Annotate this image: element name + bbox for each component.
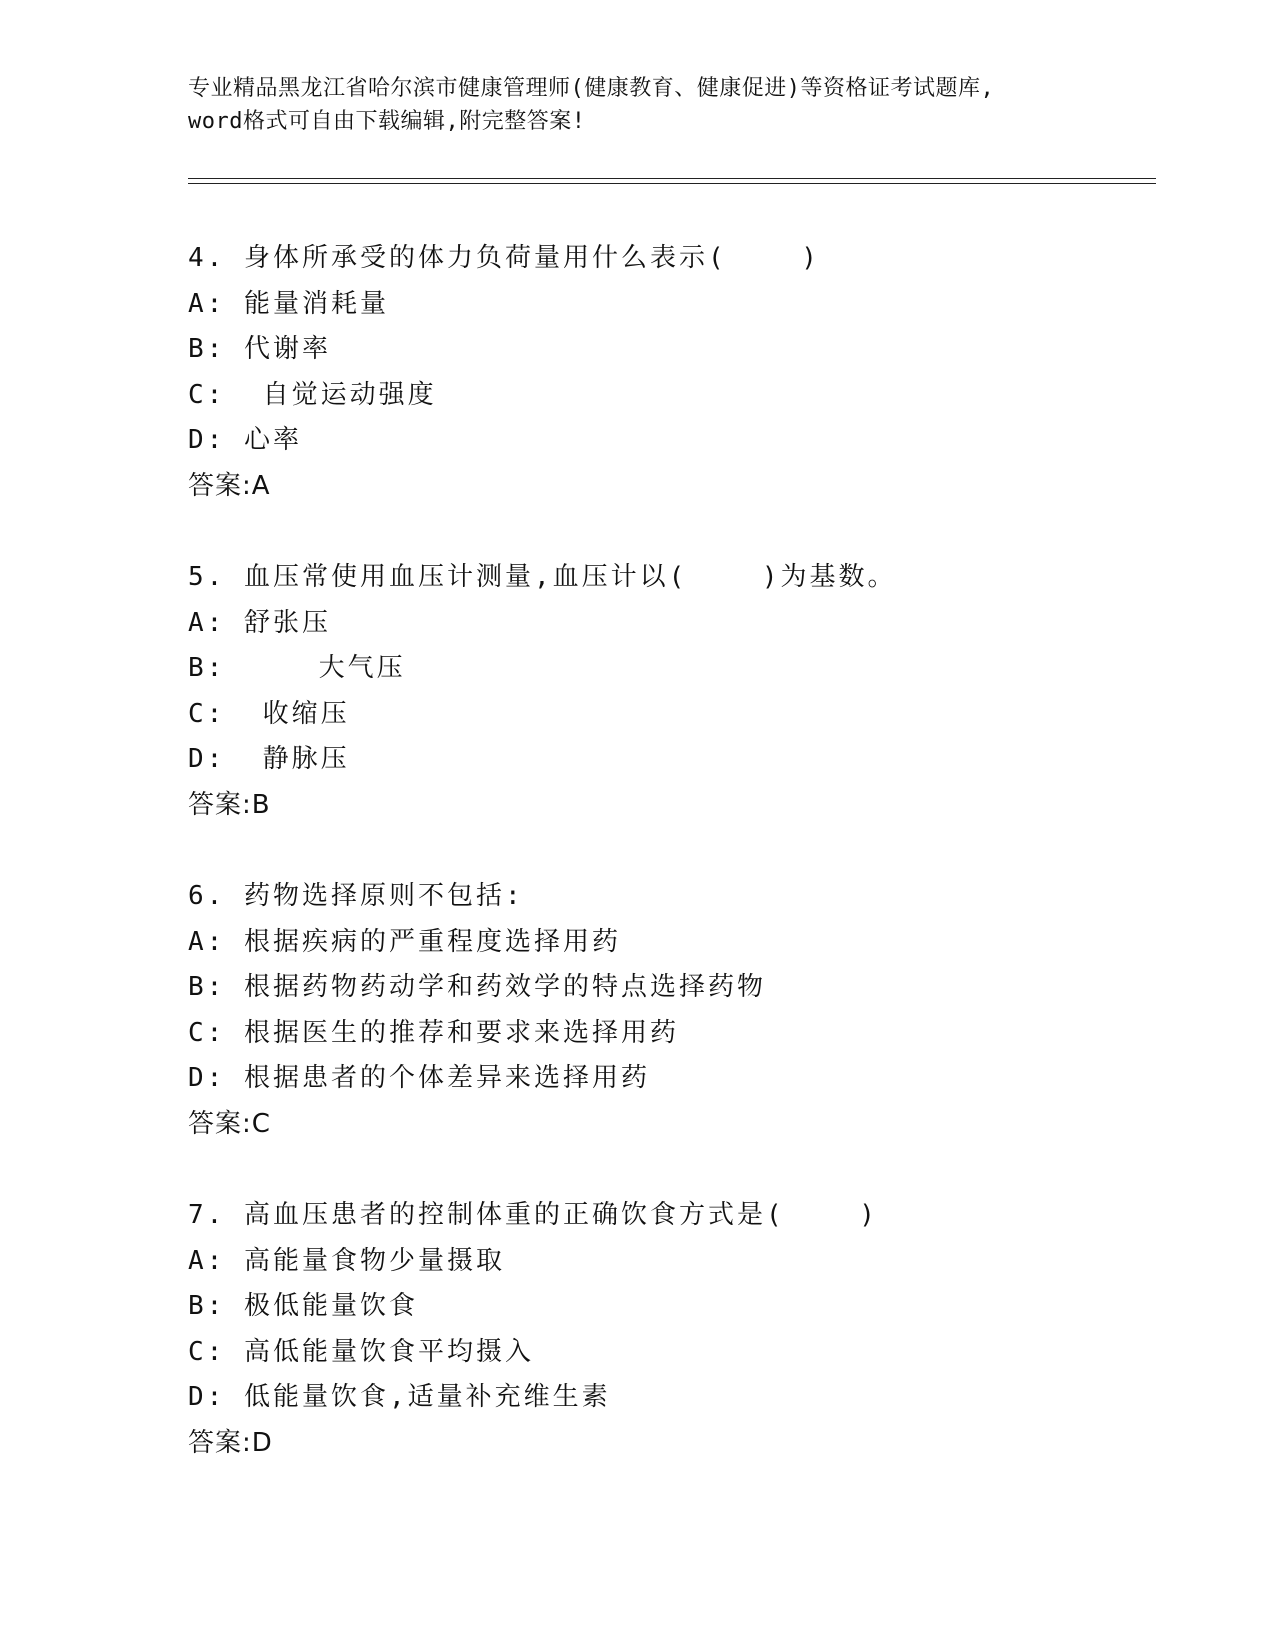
question-5 — [188, 555, 1148, 828]
option-b: B: 代谢率 — [188, 334, 331, 364]
option-b: B: 极低能量饮食 — [188, 1291, 418, 1321]
header-divider-top — [188, 178, 1156, 179]
answer-line: 答案:C — [188, 1108, 271, 1139]
option-d: D: 低能量饮食,适量补充维生素 — [188, 1382, 611, 1412]
answer-line: 答案:B — [188, 789, 271, 820]
question-stem: 5. 血压常使用血压计测量,血压计以( )为基数。 — [188, 562, 897, 592]
option-b: B: 根据药物药动学和药效学的特点选择药物 — [188, 972, 766, 1002]
option-c: C: 自觉运动强度 — [188, 379, 437, 410]
question-7 — [188, 1193, 1148, 1466]
question-list — [188, 236, 1148, 1512]
option-b: B: 大气压 — [188, 653, 406, 683]
option-c: C: 高低能量饮食平均摄入 — [188, 1336, 534, 1367]
option-d: D: 静脉压 — [188, 744, 350, 774]
answer-line: 答案:D — [188, 1427, 273, 1458]
option-a: A: 高能量食物少量摄取 — [188, 1245, 505, 1276]
header-divider-bottom — [188, 183, 1156, 184]
option-d: D: 根据患者的个体差异来选择用药 — [188, 1063, 650, 1093]
option-c: C: 根据医生的推荐和要求来选择用药 — [188, 1017, 679, 1048]
question-6 — [188, 874, 1148, 1147]
question-4 — [188, 236, 1148, 509]
option-c: C: 收缩压 — [188, 698, 350, 729]
question-stem: 6. 药物选择原则不包括: — [188, 881, 524, 911]
header-line-1: 专业精品黑龙江省哈尔滨市健康管理师(健康教育、健康促进)等资格证考试题库, — [188, 76, 995, 101]
question-stem: 7. 高血压患者的控制体重的正确饮食方式是( ) — [188, 1200, 878, 1230]
document-header — [188, 72, 1088, 138]
option-d: D: 心率 — [188, 425, 302, 455]
answer-line: 答案:A — [188, 470, 271, 501]
question-stem: 4. 身体所承受的体力负荷量用什么表示( ) — [188, 243, 820, 273]
header-line-2: word格式可自由下载编辑,附完整答案! — [188, 109, 586, 134]
option-a: A: 能量消耗量 — [188, 288, 389, 319]
option-a: A: 舒张压 — [188, 607, 331, 638]
option-a: A: 根据疾病的严重程度选择用药 — [188, 926, 621, 957]
